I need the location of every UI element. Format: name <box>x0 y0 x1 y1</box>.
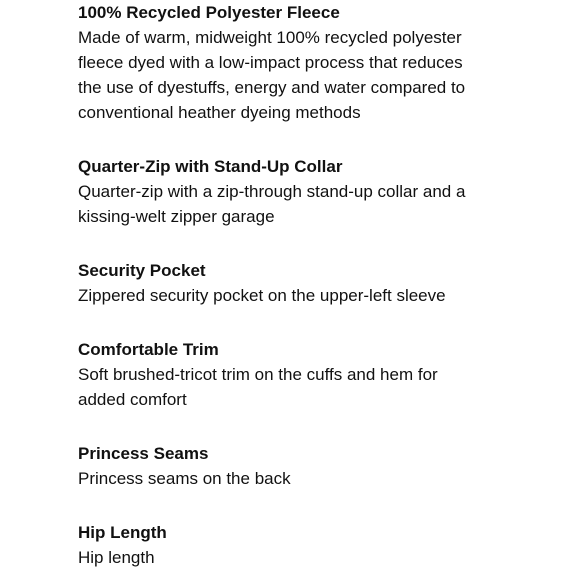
feature-title: Princess Seams <box>78 444 209 463</box>
feature-title: Security Pocket <box>78 261 206 280</box>
feature-description-line: conventional heather dyeing methods <box>78 103 361 122</box>
feature-description-line: kissing-welt zipper garage <box>78 207 275 226</box>
feature-quarter-zip <box>78 154 465 229</box>
feature-description-line: Soft brushed-tricot trim on the cuffs and hem for <box>78 365 438 384</box>
feature-description-line: Hip length <box>78 548 155 567</box>
feature-security-pocket <box>78 258 446 308</box>
feature-princess-seams <box>78 441 291 491</box>
feature-description-line: Princess seams on the back <box>78 469 291 488</box>
feature-hip-length <box>78 520 167 570</box>
feature-title: Hip Length <box>78 523 167 542</box>
feature-description-line: Zippered security pocket on the upper-left sleeve <box>78 286 446 305</box>
feature-title: Quarter-Zip with Stand-Up Collar <box>78 157 343 176</box>
feature-description-line: added comfort <box>78 390 187 409</box>
feature-title: 100% Recycled Polyester Fleece <box>78 3 340 22</box>
feature-title: Comfortable Trim <box>78 340 219 359</box>
feature-recycled-fleece <box>78 0 465 125</box>
feature-comfortable-trim <box>78 337 438 412</box>
feature-description-line: the use of dyestuffs, energy and water compared to <box>78 78 466 97</box>
feature-description-line: fleece dyed with a low-impact process that reduces <box>78 53 463 72</box>
feature-description-line: Quarter-zip with a zip-through stand-up collar and a <box>78 182 466 201</box>
feature-description-line: Made of warm, midweight 100% recycled polyester <box>78 28 462 47</box>
